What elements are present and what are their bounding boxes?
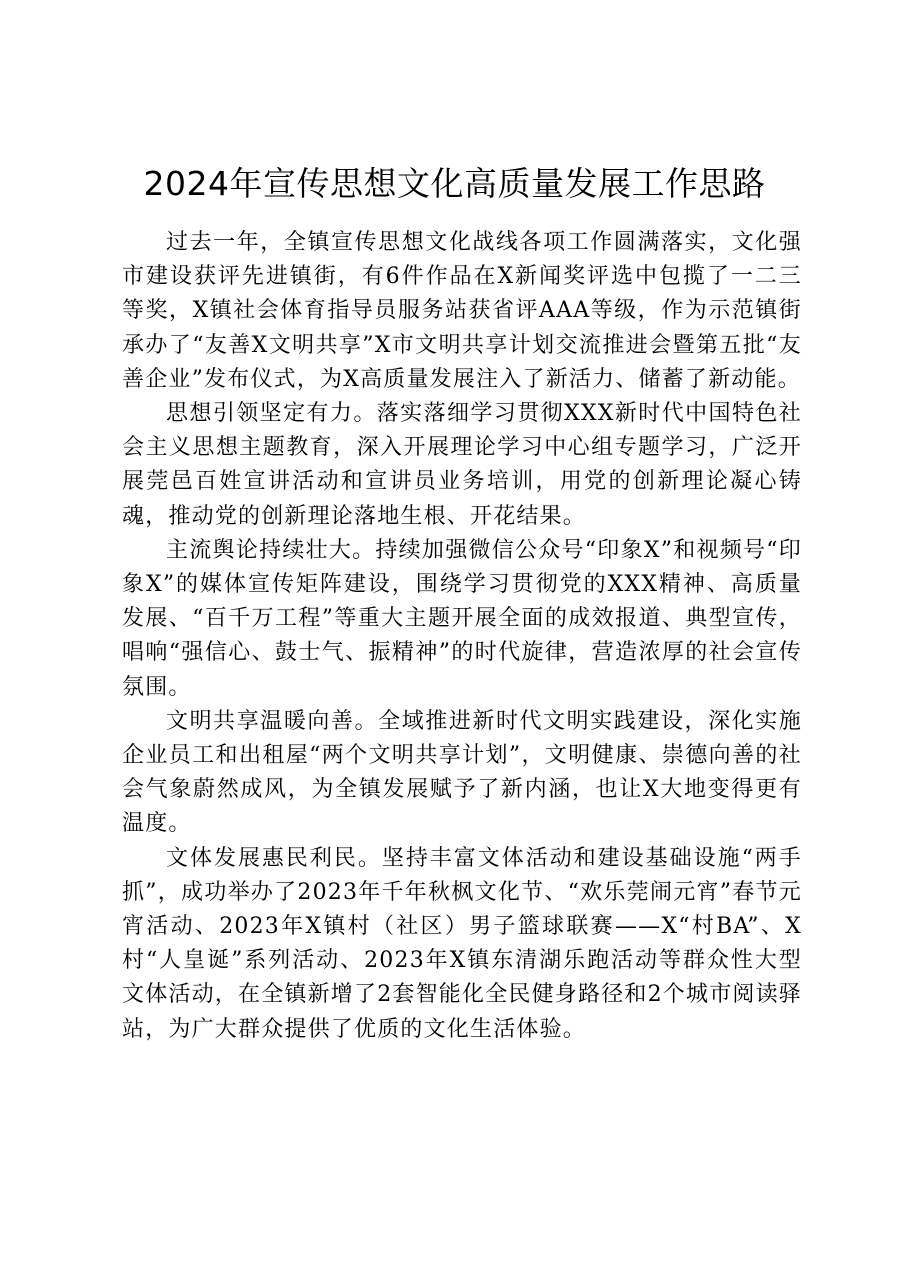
paragraph-thought-guidance: 思想引领坚定有力。落实落细学习贯彻XXX新时代中国特色社会主义思想主题教育，深入开展理论学习中心组专题学习，广泛开展莞邑百姓宣讲活动和宣讲员业务培训，用党的创新理论凝心铸魂，推动党的创新理论落地生根、开花结果。 [122,401,802,529]
paragraph-civilization-sharing: 文明共享温暖向善。全域推进新时代文明实践建设，深化实施企业员工和出租屋“两个文明共享计划”，文明健康、崇德向善的社会气象蔚然成风，为全镇发展赋予了新内涵，也让X大地变得更有温度。 [122,708,802,837]
paragraph-intro: 过去一年，全镇宣传思想文化战线各项工作圆满落实，文化强市建设获评先进镇街，有6件作品在X新闻奖评选中包揽了一二三等奖，X镇社会体育指导员服务站获省评AAA等级，作为示范镇街承办了“友善X文明共享”X市文明共享计划交流推进会暨第五批“友善企业”发布仪式，为X高质量发展注入了新活力、储蓄了新动能。 [122,230,802,392]
paragraph-public-opinion: 主流舆论持续壮大。持续加强微信公众号“印象X”和视频号“印象X”的媒体宣传矩阵建设，围绕学习贯彻党的XXX精神、高质量发展、“百千万工程”等重大主题开展全面的成效报道、典型宣传，唱响“强信心、鼓士气、振精神”的时代旋律，营造浓厚的社会宣传氛围。 [122,537,802,700]
paragraph-culture-sports: 文体发展惠民利民。坚持丰富文体活动和建设基础设施“两手抓”，成功举办了2023年千年秋枫文化节、“欢乐莞闹元宵”春节元宵活动、2023年X镇村（社区）男子篮球联赛——X“村BA”、X村“人皇诞”系列活动、2023年X镇东清湖乐跑活动等群众性大型文体活动，在全镇新增了2套智能化全民健身路径和2个城市阅读驿站，为广大群众提供了优质的文化生活体验。 [122,845,802,1042]
document-title: 2024年宣传思想文化高质量发展工作思路 [143,164,766,203]
document-body [122,226,802,1047]
